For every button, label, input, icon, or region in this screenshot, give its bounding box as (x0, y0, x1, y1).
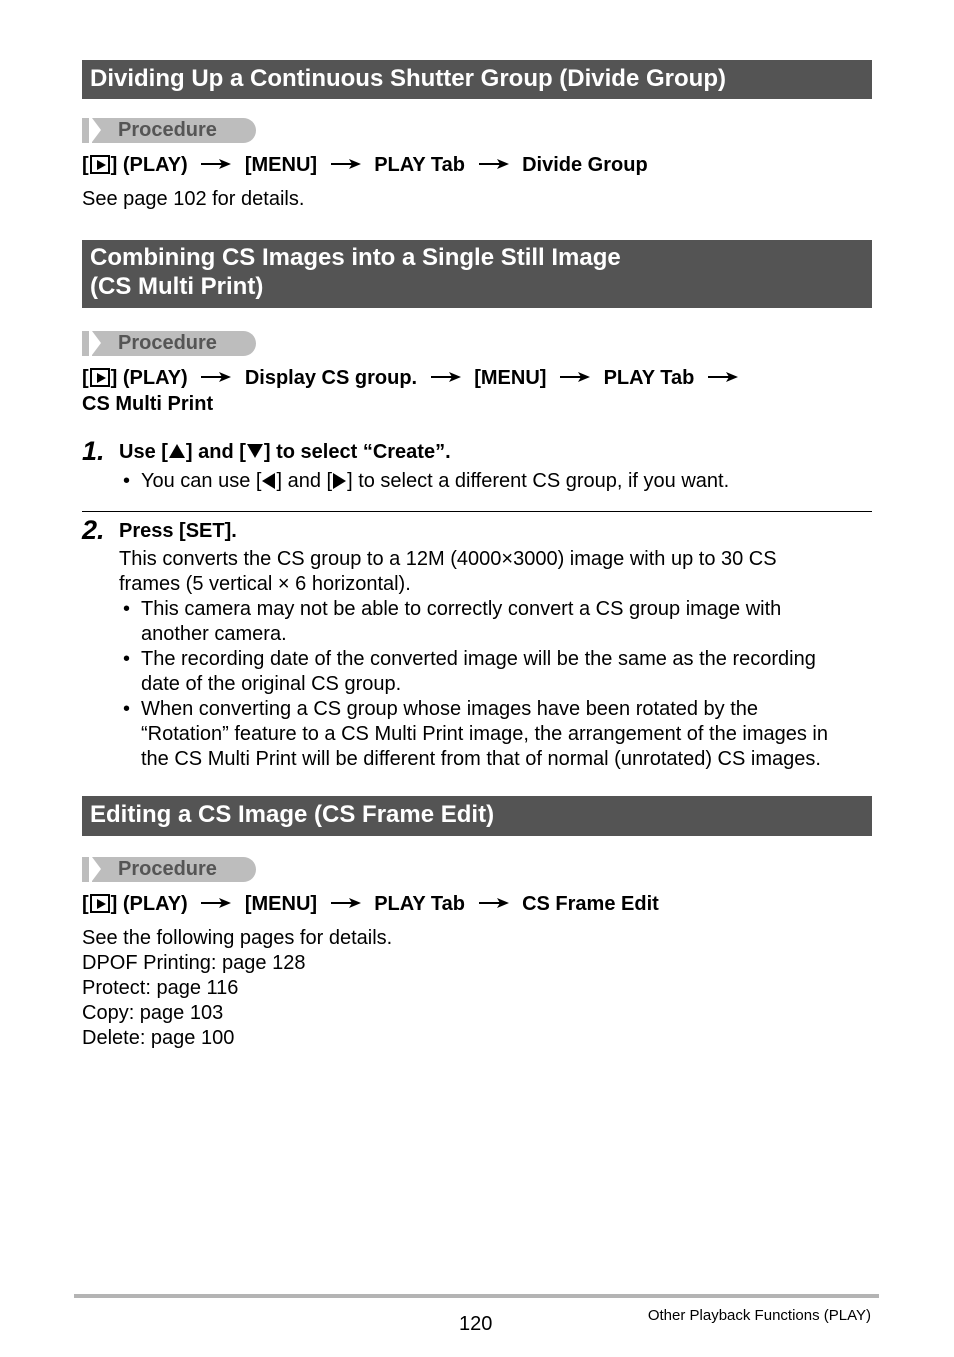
bullet-text: You can use [ ] and [ ] to select a different CS group, if you want. (141, 470, 730, 492)
page-reference: DPOF Printing: page 128 (82, 952, 306, 974)
arrow-right-icon (479, 897, 509, 909)
step-body: frames (5 vertical × 6 horizontal). (119, 573, 411, 595)
bullet-dot: • (123, 598, 131, 620)
details-note: See page 102 for details. (82, 188, 305, 210)
section-heading-divide-group (82, 60, 872, 99)
arrow-right-icon (331, 897, 361, 909)
step-body: This converts the CS group to a 12M (4000×3000) image with up to 30 CS (119, 548, 777, 570)
bullet-text: This camera may not be able to correctly convert a CS group image with (141, 598, 782, 620)
page-number: 120 (459, 1313, 493, 1335)
arrow-right-icon (560, 371, 590, 383)
bullet-dot: • (123, 648, 131, 670)
page-reference: Protect: page 116 (82, 977, 239, 999)
triangle-right-icon (333, 473, 346, 489)
procedure-label: Procedure (118, 332, 217, 354)
section-heading-cs-multi-print (82, 240, 872, 308)
menu-path: [ ] (PLAY) Display CS group. [MENU] PLAY Tab (82, 367, 746, 390)
bullet-dot: • (123, 698, 131, 720)
arrow-right-icon (708, 371, 738, 383)
step-title: Press [SET]. (119, 520, 237, 542)
arrow-right-icon (201, 158, 231, 170)
section-heading-text: Editing a CS Image (CS Frame Edit) (90, 801, 495, 828)
play-button-icon (90, 894, 110, 913)
step-number: 2. (82, 515, 105, 545)
arrow-right-icon (331, 158, 361, 170)
bullet-text: date of the original CS group. (141, 673, 402, 695)
triangle-left-icon (262, 473, 275, 489)
arrow-right-icon (431, 371, 461, 383)
play-button-icon (90, 368, 110, 387)
arrow-right-icon (479, 158, 509, 170)
section-heading-cs-frame-edit (82, 796, 872, 836)
bullet-text: The recording date of the converted image will be the same as the recording (141, 648, 816, 670)
page-reference: Delete: page 100 (82, 1027, 235, 1049)
arrow-right-icon (201, 897, 231, 909)
menu-path: [ ] (PLAY) [MENU] PLAY Tab Divide Group (82, 154, 648, 176)
triangle-up-icon (169, 444, 185, 458)
play-button-icon (90, 155, 110, 174)
step-title: Use [ ] and [ ] to select “Create”. (119, 441, 451, 463)
footer-divider (74, 1294, 879, 1298)
procedure-tag (82, 118, 256, 143)
section-heading-line1: Combining CS Images into a Single Still Image (90, 244, 621, 271)
details-line: See the following pages for details. (82, 927, 393, 949)
page-reference: Copy: page 103 (82, 1002, 224, 1024)
menu-path: [ ] (PLAY) [MENU] PLAY Tab CS Frame Edit (82, 893, 659, 915)
procedure-label: Procedure (118, 119, 217, 141)
section-heading-text: Dividing Up a Continuous Shutter Group (Divide Group) (90, 65, 726, 92)
section-heading-line2: (CS Multi Print) (90, 273, 264, 300)
step-number: 1. (82, 436, 105, 466)
bullet-text: When converting a CS group whose images have been rotated by the (141, 698, 759, 720)
procedure-tag (82, 331, 256, 356)
arrow-right-icon (201, 371, 231, 383)
bullet-text: the CS Multi Print will be different from that of normal (unrotated) CS images. (141, 748, 821, 770)
procedure-label: Procedure (118, 858, 217, 880)
bullet-text: another camera. (141, 623, 287, 645)
chapter-title: Other Playback Functions (PLAY) (647, 1307, 871, 1324)
bullet-text: “Rotation” feature to a CS Multi Print image, the arrangement of the images in (141, 723, 829, 745)
divider (82, 511, 872, 512)
procedure-tag (82, 857, 256, 882)
triangle-down-icon (247, 444, 263, 458)
bullet-dot: • (123, 470, 131, 492)
menu-path-item: CS Multi Print (82, 393, 214, 415)
